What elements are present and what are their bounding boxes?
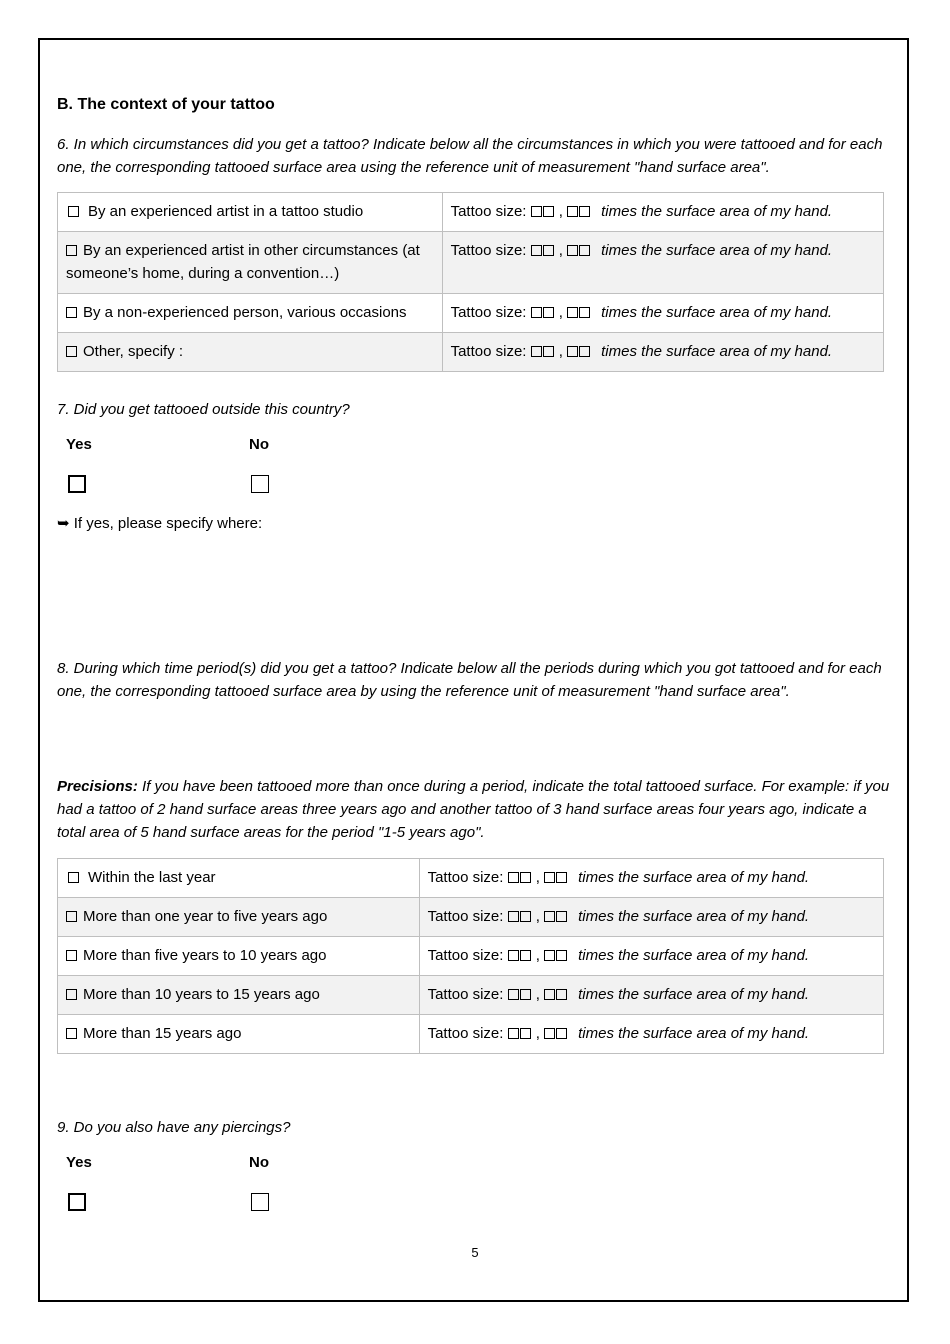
digit-box[interactable] [508,1028,519,1039]
digit-box[interactable] [579,245,590,256]
row-label: Other, specify : [83,343,184,360]
tattoo-size-label: Tattoo size: [427,986,504,1003]
checkbox[interactable] [66,911,77,922]
size-suffix: times the surface area of my hand. [601,203,833,220]
digit-box[interactable] [520,989,531,1000]
checkbox[interactable] [66,245,77,256]
tattoo-size-label: Tattoo size: [427,869,504,886]
digit-box[interactable] [543,346,554,357]
yes-checkbox[interactable] [68,1193,86,1211]
precisions-text: If you have been tattooed more than once during a period, indicate the total tattooed surface. For example: if you had a tattoo of 2 hand surface areas three years ago and another tattoo of 3 hand surface areas four years ago, indicate a total area of 5 hand surface areas for the period "1-5 years ago". [57,778,890,841]
followup-prompt: ➥ If yes, please specify where: [57,515,263,532]
checkbox[interactable] [68,206,79,217]
digit-box[interactable] [543,245,554,256]
yes-checkbox[interactable] [68,475,86,493]
checkbox[interactable] [66,346,77,357]
checkbox[interactable] [68,872,79,883]
table-row: More than five years to 10 years ago Tattoo size: , times the surface area of my hand. [58,937,884,976]
digit-box[interactable] [579,307,590,318]
digit-box[interactable] [544,1028,555,1039]
no-checkbox[interactable] [251,475,269,493]
table-row: More than 15 years ago Tattoo size: , times the surface area of my hand. [58,1015,884,1054]
row-label: By an experienced artist in other circumstances (at someone’s home, during a convention…) [66,242,420,282]
row-label: More than 15 years ago [83,1025,242,1042]
digit-box[interactable] [531,245,542,256]
digit-box[interactable] [543,206,554,217]
tattoo-size-label: Tattoo size: [427,947,504,964]
digit-box[interactable] [508,911,519,922]
tattoo-size-label: Tattoo size: [427,908,504,925]
table-row: By an experienced artist in other circumstances (at someone’s home, during a convention…) Tattoo size: , times the surface area of my hand. [58,232,884,294]
digit-box[interactable] [520,950,531,961]
digit-box[interactable] [531,346,542,357]
digit-box[interactable] [567,245,578,256]
size-suffix: times the surface area of my hand. [578,908,810,925]
checkbox[interactable] [66,1028,77,1039]
question-8-prompt: 8. During which time period(s) did you get a tattoo? Indicate below all the periods during which you got tattooed and for each one, the corresponding tattooed surface area by using the reference unit of measurement "hand surface area". [57,660,882,700]
table-row: More than 10 years to 15 years ago Tattoo size: , times the surface area of my hand. [58,976,884,1015]
size-suffix: times the surface area of my hand. [578,869,810,886]
question-7-prompt: 7. Did you get tattooed outside this country? [57,401,350,418]
digit-box[interactable] [556,989,567,1000]
size-suffix: times the surface area of my hand. [601,304,833,321]
size-suffix: times the surface area of my hand. [601,242,833,259]
row-label: More than 10 years to 15 years ago [83,986,320,1003]
row-label: More than one year to five years ago [83,908,328,925]
digit-box[interactable] [579,346,590,357]
row-label: By an experienced artist in a tattoo studio [88,203,364,220]
periods-table [57,858,884,1054]
tattoo-size-label: Tattoo size: [450,343,527,360]
digit-box[interactable] [520,1028,531,1039]
no-checkbox[interactable] [251,1193,269,1211]
digit-box[interactable] [544,911,555,922]
digit-box[interactable] [556,872,567,883]
checkbox[interactable] [66,950,77,961]
size-suffix: times the surface area of my hand. [578,947,810,964]
yes-label: Yes [66,436,92,453]
digit-box[interactable] [508,950,519,961]
table-row: Other, specify : Tattoo size: , times the surface area of my hand. [58,333,884,372]
digit-box[interactable] [544,872,555,883]
digit-box[interactable] [556,950,567,961]
digit-box[interactable] [544,989,555,1000]
no-label: No [249,436,269,453]
row-label: More than five years to 10 years ago [83,947,327,964]
digit-box[interactable] [567,346,578,357]
row-label: By a non-experienced person, various occasions [83,304,407,321]
digit-box[interactable] [531,206,542,217]
question-9-prompt: 9. Do you also have any piercings? [57,1119,291,1136]
precisions-note [57,775,897,844]
digit-box[interactable] [531,307,542,318]
size-suffix: times the surface area of my hand. [601,343,833,360]
digit-box[interactable] [579,206,590,217]
question-6-prompt: 6. In which circumstances did you get a tattoo? Indicate below all the circumstances in which you were tattooed and for each one, the corresponding tattooed surface area using the reference unit of measurement "hand surface area". [57,136,883,176]
table-row: By an experienced artist in a tattoo studio Tattoo size: , times the surface area of my hand. [58,193,884,232]
tattoo-size-label: Tattoo size: [427,1025,504,1042]
digit-box[interactable] [520,911,531,922]
digit-box[interactable] [508,989,519,1000]
table-row: Within the last year Tattoo size: , times the surface area of my hand. [58,859,884,898]
checkbox[interactable] [66,989,77,1000]
row-label: Within the last year [88,869,216,886]
digit-box[interactable] [556,1028,567,1039]
digit-box[interactable] [556,911,567,922]
size-suffix: times the surface area of my hand. [578,1025,810,1042]
tattoo-size-label: Tattoo size: [450,242,527,259]
tattoo-size-label: Tattoo size: [450,203,527,220]
circumstances-table [57,192,884,372]
digit-box[interactable] [567,307,578,318]
digit-box[interactable] [567,206,578,217]
size-suffix: times the surface area of my hand. [578,986,810,1003]
digit-box[interactable] [508,872,519,883]
digit-box[interactable] [520,872,531,883]
section-title: B. The context of your tattoo [57,96,275,113]
table-row: By a non-experienced person, various occasions Tattoo size: , times the surface area of my hand. [58,294,884,333]
page-number: 5 [471,1245,479,1260]
tattoo-size-label: Tattoo size: [450,304,527,321]
yes-label: Yes [66,1154,92,1171]
table-row: More than one year to five years ago Tattoo size: , times the surface area of my hand. [58,898,884,937]
precisions-label: Precisions: [57,778,138,795]
digit-box[interactable] [544,950,555,961]
checkbox[interactable] [66,307,77,318]
no-label: No [249,1154,269,1171]
digit-box[interactable] [543,307,554,318]
